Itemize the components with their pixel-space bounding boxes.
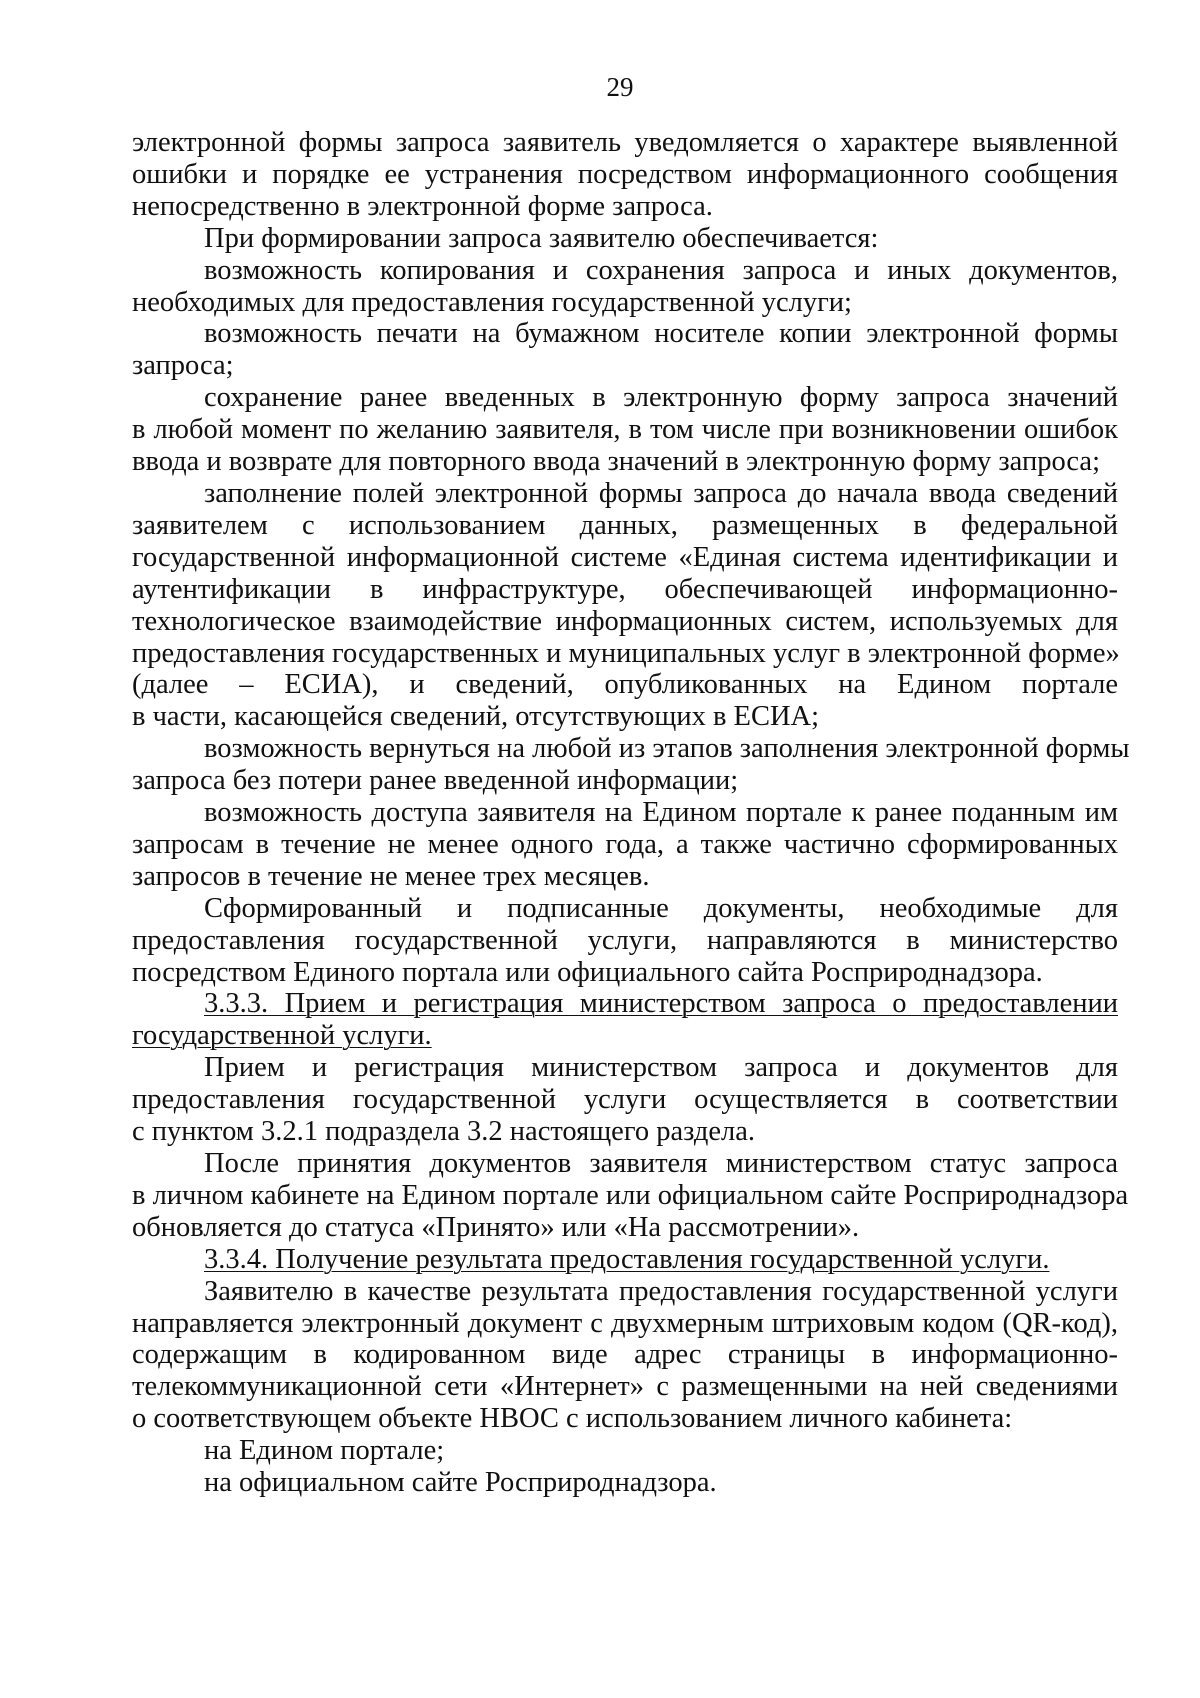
section-heading	[132, 1244, 1118, 1276]
text-line: запросов в течение не менее трех месяцев.	[132, 860, 650, 892]
text-line: (далее – ЕСИА), и сведений, опубликованных на Едином портале	[132, 669, 1118, 701]
text-line: предоставления государственной услуги осуществляется в соответствии	[132, 1084, 1118, 1116]
text-line: с пунктом 3.2.1 подраздела 3.2 настоящего раздела.	[132, 1116, 755, 1148]
underlined-text: 3.3.4. Получение результата предоставления государственной услуги.	[204, 1243, 1050, 1275]
text-line: Сформированный и подписанные документы, необходимые для	[204, 892, 1118, 924]
paragraph	[132, 1435, 1118, 1467]
paragraph	[132, 318, 1118, 382]
text-line: При формировании запроса заявителю обеспечивается:	[204, 222, 879, 254]
text-line: Прием и регистрация министерством запроса и документов для	[204, 1052, 1118, 1084]
underlined-text: государственной услуги.	[132, 1020, 432, 1052]
text-line: направляется электронный документ с двухмерным штриховым кодом (QR-код),	[132, 1307, 1118, 1339]
text-line: сохранение ранее введенных в электронную форму запроса значений	[204, 382, 1118, 414]
text-line: телекоммуникационной сети «Интернет» с размещенными на ней сведениями	[132, 1371, 1118, 1403]
document-body	[132, 127, 1130, 1499]
text-line: электронной формы запроса заявитель уведомляется о характере выявленной	[132, 127, 1118, 158]
text-line	[132, 1244, 1118, 1276]
text-line: запроса без потери ранее введенной информации;	[132, 765, 739, 797]
paragraph	[132, 382, 1118, 478]
text-line: возможность печати на бумажном носителе копии электронной формы	[204, 318, 1118, 350]
text-line: предоставления государственной услуги, направляются в министерство	[132, 924, 1118, 956]
text-line: После принятия документов заявителя министерством статус запроса	[204, 1148, 1118, 1179]
paragraph	[132, 893, 1118, 989]
text-line: в личном кабинете на Едином портале или официальном сайте Росприроднадзора	[132, 1179, 1129, 1211]
text-line: в любой момент по желанию заявителя, в том числе при возникновении ошибок	[132, 414, 1118, 446]
underlined-text: 3.3.3. Прием и регистрация министерством запроса о предоставлении	[204, 988, 1118, 1020]
text-line: необходимых для предоставления государственной услуги;	[132, 286, 852, 318]
text-line: возможность доступа заявителя на Едином портале к ранее поданным им	[204, 797, 1118, 829]
text-line: ввода и возврате для повторного ввода значений в электронную форму запроса;	[132, 446, 1100, 478]
text-line: возможность вернуться на любой из этапов заполнения электронной формы	[204, 733, 1130, 765]
paragraph	[132, 1276, 1118, 1436]
text-line: непосредственно в электронной форме запроса.	[132, 190, 713, 222]
text-line: содержащим в кодированном виде адрес страницы в информационно-	[132, 1339, 1118, 1371]
text-line	[132, 988, 1118, 1020]
text-line: аутентификации в инфраструктуре, обеспечивающей информационно-	[132, 573, 1118, 605]
text-line: в части, касающейся сведений, отсутствующих в ЕСИА;	[132, 701, 820, 733]
paragraph	[132, 1148, 1129, 1244]
text-line: заполнение полей электронной формы запроса до начала ввода сведений	[204, 477, 1118, 509]
text-line: Заявителю в качестве результата предоставления государственной услуги	[204, 1275, 1118, 1307]
paragraph	[132, 223, 1118, 255]
paragraph	[132, 127, 1118, 223]
page-number: 29	[606, 72, 634, 102]
paragraph	[132, 1052, 1118, 1148]
text-line: запросам в течение не менее одного года, а также частично сформированных	[132, 828, 1118, 860]
text-line: государственной информационной системе «Единая система идентификации и	[132, 541, 1118, 573]
paragraph	[132, 478, 1118, 733]
paragraph	[132, 733, 1130, 797]
text-line: о соответствующем объекте НВОС с использованием личного кабинета:	[132, 1403, 1013, 1435]
text-line: запроса;	[132, 350, 234, 382]
text-line: предоставления государственных и муниципальных услуг в электронной форме»	[132, 637, 1120, 669]
text-line: заявителем с использованием данных, размещенных в федеральной	[132, 509, 1118, 541]
paragraph	[132, 1467, 1118, 1499]
text-line: возможность копирования и сохранения запроса и иных документов,	[204, 254, 1118, 286]
paragraph	[132, 255, 1118, 319]
text-line: ошибки и порядке ее устранения посредством информационного сообщения	[132, 158, 1118, 190]
text-line: обновляется до статуса «Принято» или «На рассмотрении».	[132, 1211, 860, 1243]
text-line: на официальном сайте Росприроднадзора.	[204, 1467, 717, 1499]
section-heading	[132, 988, 1118, 1052]
text-line	[132, 1020, 1118, 1052]
text-line: технологическое взаимодействие информационных систем, используемых для	[132, 605, 1118, 637]
paragraph	[132, 797, 1118, 893]
text-line: на Едином портале;	[204, 1435, 445, 1467]
text-line: посредством Единого портала или официального сайта Росприроднадзора.	[132, 956, 1043, 988]
